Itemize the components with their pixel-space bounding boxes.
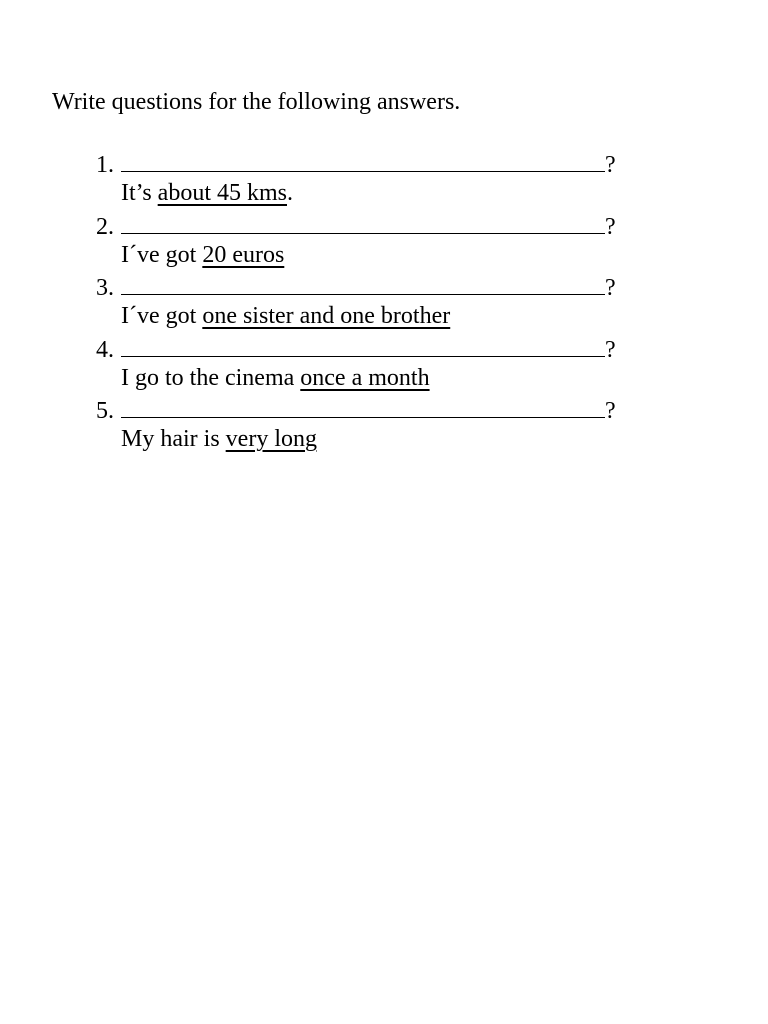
answer-underlined: very long xyxy=(225,426,317,452)
answer-text xyxy=(121,300,450,332)
answer-prefix: It’s xyxy=(121,180,158,206)
question-mark: ? xyxy=(605,213,616,240)
answer-prefix: I´ve got xyxy=(121,241,203,268)
item-number: 1. xyxy=(96,152,114,178)
question-mark: ? xyxy=(605,336,616,363)
answer-text xyxy=(121,239,284,271)
answer-prefix: I´ve got xyxy=(121,303,203,329)
item-number: 2. xyxy=(96,213,114,240)
item-number: 5. xyxy=(96,398,114,424)
question-line xyxy=(96,331,616,363)
answer-blank[interactable] xyxy=(121,331,605,357)
answer-text xyxy=(121,177,293,209)
question-line xyxy=(96,208,616,240)
answer-underlined: about 45 kms xyxy=(157,180,287,206)
answer-prefix: My hair is xyxy=(121,426,226,452)
list-item xyxy=(96,392,656,454)
list-item xyxy=(96,208,656,270)
item-number: 3. xyxy=(96,275,114,301)
answer-blank[interactable] xyxy=(121,392,605,418)
list-item xyxy=(96,331,656,393)
answer-prefix: I go to the cinema xyxy=(121,364,301,391)
instruction-text: Write questions for the following answers. xyxy=(52,89,461,115)
answer-text xyxy=(121,362,430,394)
answer-underlined: once a month xyxy=(300,364,430,391)
answer-suffix: . xyxy=(287,180,293,206)
question-mark: ? xyxy=(605,152,616,178)
question-mark: ? xyxy=(605,275,616,301)
list-item xyxy=(96,146,656,208)
answer-blank[interactable] xyxy=(121,146,605,172)
answer-text xyxy=(121,423,317,455)
answer-underlined: 20 euros xyxy=(202,241,285,268)
answer-underlined: one sister and one brother xyxy=(202,303,451,329)
question-mark: ? xyxy=(605,398,616,424)
item-number: 4. xyxy=(96,336,114,363)
question-list xyxy=(96,146,656,454)
question-line xyxy=(96,146,616,178)
list-item xyxy=(96,269,656,331)
question-line xyxy=(96,392,616,424)
answer-blank[interactable] xyxy=(121,208,605,234)
question-line xyxy=(96,269,616,301)
answer-blank[interactable] xyxy=(121,269,605,295)
